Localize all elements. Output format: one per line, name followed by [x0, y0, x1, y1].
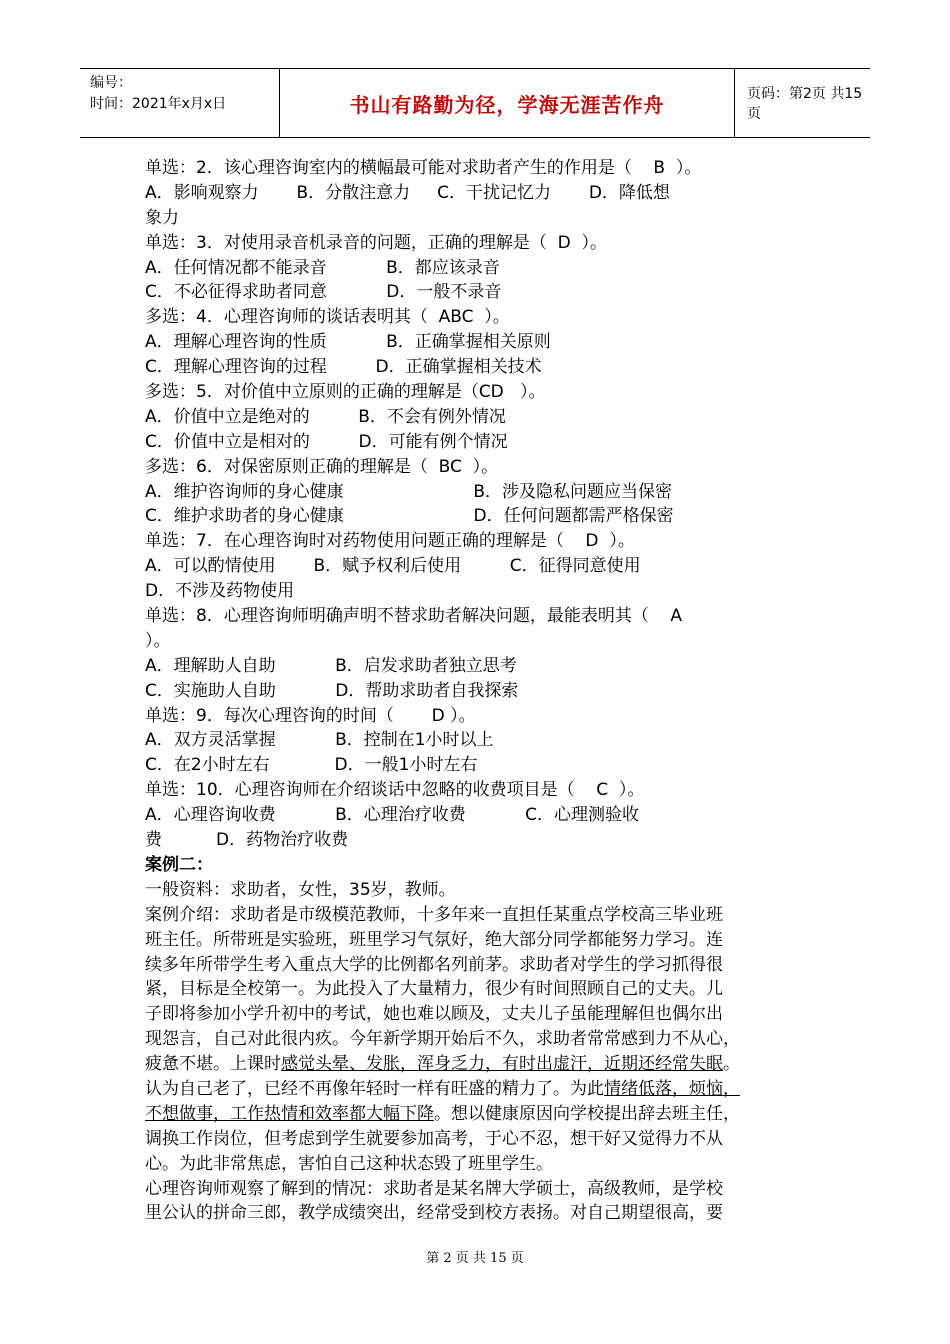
text-line: 紧，目标是全校第一。为此投入了大量精力，很少有时间照顾自己的丈夫。儿 — [145, 979, 723, 1000]
text-line: A．维护咨询师的身心健康 B．涉及隐私问题应当保密 — [145, 481, 672, 502]
text-line: A．价值中立是绝对的 B．不会有例外情况 — [145, 406, 506, 427]
header-motto-cell — [280, 69, 735, 137]
text-line: A．心理咨询收费 B．心理治疗收费 C．心理测验收 — [145, 805, 640, 826]
text-line-underlined — [145, 1102, 805, 1127]
text-line: 调换工作岗位，但考虑到学生就要参加高考，于心不忍，想干好又觉得力不从 — [145, 1128, 723, 1149]
page-header — [80, 68, 870, 138]
text-span: 疲惫不堪。上课时 — [145, 1054, 281, 1075]
page-footer: 第 2 页 共 15 页 — [426, 1251, 524, 1266]
text-line: 多选：6．对保密原则正确的理解是（ BC ）。 — [145, 456, 499, 477]
text-line: 案例介绍：求助者是市级模范教师，十多年来一直担任某重点学校高三毕业班 — [145, 904, 723, 925]
text-span: 。 — [723, 1054, 740, 1075]
text-line: 多选：5．对价值中立原则的正确的理解是（CD ）。 — [145, 382, 546, 403]
text-span: 。想以健康原因向学校提出辞去班主任， — [434, 1103, 740, 1124]
document-body — [145, 156, 805, 1226]
number-label: 编号： — [90, 75, 132, 91]
text-line: C．价值中立是相对的 D．可能有例个情况 — [145, 431, 508, 452]
header-meta — [80, 69, 280, 137]
text-line: 单选：10．心理咨询师在介绍谈话中忽略的收费项目是（ C ）。 — [145, 780, 645, 801]
text-line: 费 D．药物治疗收费 — [145, 830, 349, 851]
text-line: A．任何情况都不能录音 B．都应该录音 — [145, 257, 500, 278]
text-line: 班主任。所带班是实验班，班里学习气氛好，绝大部分同学都能努力学习。连 — [145, 929, 723, 950]
text-line: D．不涉及药物使用 — [145, 581, 295, 602]
text-line: 象力 — [145, 207, 179, 228]
text-line: 一般资料：求助者，女性，35岁，教师。 — [145, 879, 456, 900]
text-line: ）。 — [145, 630, 171, 651]
underlined-text: 感觉头晕、发胀，浑身乏力，有时出虚汗，近期还经常失眠 — [281, 1054, 723, 1075]
text-line: C．维护求助者的身心健康 D．任何问题都需严格保密 — [145, 506, 674, 527]
text-line: 现怨言，自己对此很内疚。今年新学期开始后不久，求助者常常感到力不从心， — [145, 1029, 740, 1050]
motto: 书山有路勤为径，学海无涯苦作舟 — [349, 92, 665, 117]
text-line-underlined — [145, 1077, 805, 1102]
text-line: 单选：3．对使用录音机录音的问题，正确的理解是（ D ）。 — [145, 232, 608, 253]
text-line-underlined — [145, 1052, 805, 1077]
text-line: C．理解心理咨询的过程 D．正确掌握相关技术 — [145, 357, 542, 378]
text-line: 子即将参加小学升初中的考试，她也难以顾及，丈夫儿子虽能理解但也偶尔出 — [145, 1004, 723, 1025]
text-line: A．可以酌情使用 B．赋予权利后使用 C．征得同意使用 — [145, 556, 641, 577]
text-line: 里公认的拼命三郎，教学成绩突出，经常受到校方表扬。对自己期望很高，要 — [145, 1203, 723, 1224]
text-line: 单选：7．在心理咨询时对药物使用问题正确的理解是（ D ）。 — [145, 531, 635, 552]
text-line: 心。为此非常焦虑，害怕自己这种状态毁了班里学生。 — [145, 1153, 553, 1174]
text-line: C．不必征得求助者同意 D．一般不录音 — [145, 282, 502, 303]
section-heading: 案例二： — [145, 854, 213, 875]
underlined-text: 不想做事，工作热情和效率都大幅下降 — [145, 1103, 434, 1124]
text-line: 多选：4．心理咨询师的谈话表明其（ ABC ）。 — [145, 307, 510, 328]
text-line: 单选：2．该心理咨询室内的横幅最可能对求助者产生的作用是（ B ）。 — [145, 158, 702, 178]
text-line: A．理解心理咨询的性质 B．正确掌握相关原则 — [145, 332, 551, 353]
time-label: 时间：2021年x月x日 — [90, 96, 227, 112]
text-span: 认为自己老了，已经不再像年轻时一样有旺盛的精力了。为此 — [145, 1078, 604, 1099]
header-page-cell — [735, 69, 870, 137]
text-line: C．实施助人自助 D．帮助求助者自我探索 — [145, 680, 519, 701]
text-line: 单选：9．每次心理咨询的时间（ D ）。 — [145, 705, 476, 726]
text-line: A．影响观察力 B．分散注意力 C．干扰记忆力 D．降低想 — [145, 182, 670, 203]
text-line: 续多年所带学生考入重点大学的比例都名列前茅。求助者对学生的学习抓得很 — [145, 954, 723, 975]
text-line: 心理咨询师观察了解到的情况：求助者是某名牌大学硕士，高级教师，是学校 — [145, 1178, 723, 1199]
text-line: 单选：8．心理咨询师明确声明不替求助者解决问题，最能表明其（ A — [145, 606, 683, 627]
text-line: A．理解助人自助 B．启发求助者独立思考 — [145, 655, 517, 676]
underlined-text: 情绪低落，烦恼， — [604, 1078, 740, 1099]
page-label: 页码：第2页 共15页 — [747, 86, 863, 122]
text-line: A．双方灵活掌握 B．控制在1小时以上 — [145, 730, 494, 751]
text-line: C．在2小时左右 D．一般1小时左右 — [145, 755, 478, 776]
